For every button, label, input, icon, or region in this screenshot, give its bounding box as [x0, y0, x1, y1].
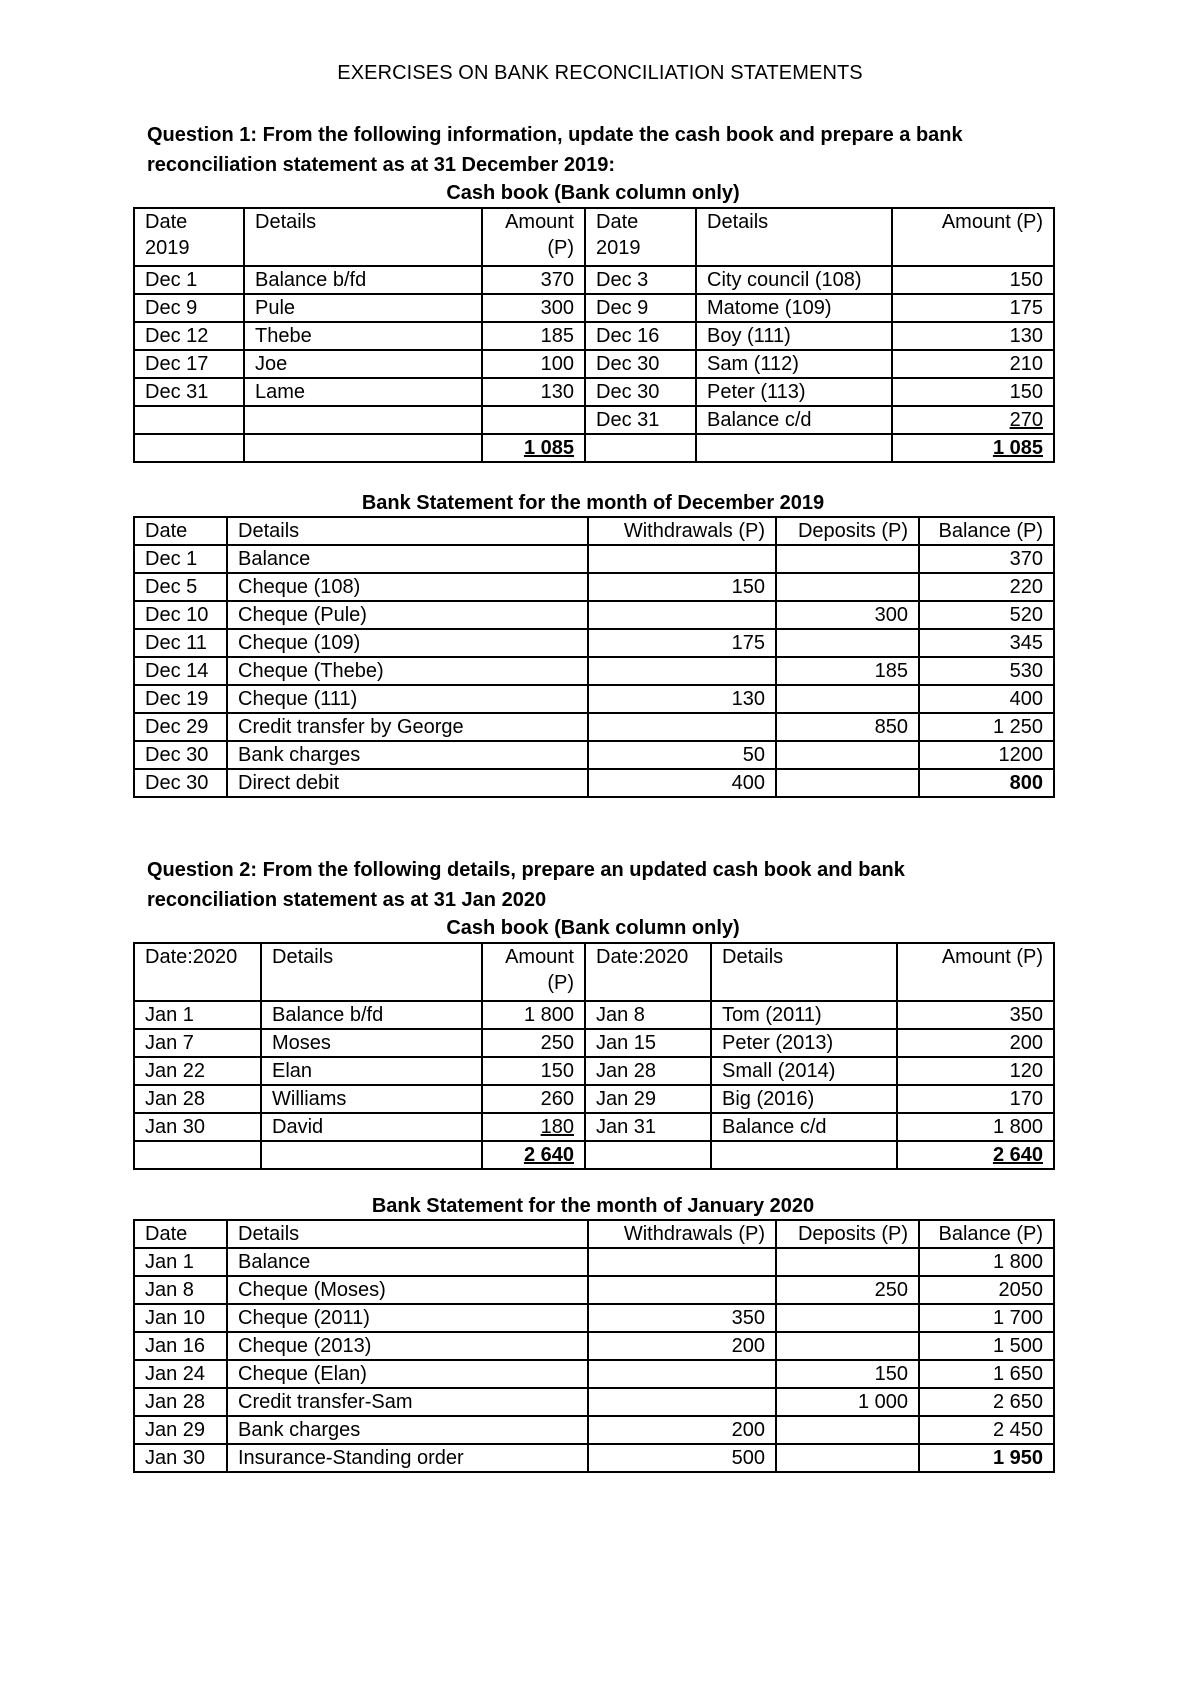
cell-balance: 530 — [919, 657, 1054, 685]
table-row — [134, 1360, 1054, 1388]
table-row — [134, 1304, 1054, 1332]
cell-withdrawals — [588, 545, 776, 573]
cell-date: Jan 28 — [134, 1085, 261, 1113]
cell-date: Jan 30 — [134, 1444, 227, 1472]
cell-withdrawals — [588, 1360, 776, 1388]
header-balance: Balance (P) — [919, 517, 1054, 545]
cell-date: Dec 30 — [134, 769, 227, 797]
cell-date: Dec 11 — [134, 629, 227, 657]
cell-amount: 180 — [482, 1113, 585, 1141]
cell-details: Cheque (Moses) — [227, 1276, 588, 1304]
header-withdrawals: Withdrawals (P) — [588, 1220, 776, 1248]
cell-date: Jan 15 — [585, 1029, 711, 1057]
cell-date — [134, 406, 244, 434]
cell-date: Dec 1 — [134, 266, 244, 294]
cell-balance: 1 700 — [919, 1304, 1054, 1332]
cell-details: Balance c/d — [696, 406, 892, 434]
header-date: Date 2019 — [585, 208, 696, 266]
total-amount: 2 640 — [482, 1141, 585, 1169]
q2-cash-book-table — [133, 942, 1055, 1170]
cell-amount: 175 — [892, 294, 1054, 322]
cell-details: Pule — [244, 294, 482, 322]
cell-withdrawals — [588, 1388, 776, 1416]
cell-details: Joe — [244, 350, 482, 378]
cell-details: Cheque (2011) — [227, 1304, 588, 1332]
table-row — [134, 294, 1054, 322]
cell-date: Dec 14 — [134, 657, 227, 685]
cell-amount: 210 — [892, 350, 1054, 378]
cell-details: Thebe — [244, 322, 482, 350]
cell-amount — [482, 406, 585, 434]
cell-deposits — [776, 741, 919, 769]
cell-deposits — [776, 1444, 919, 1472]
cell-details: Lame — [244, 378, 482, 406]
header-details: Details — [227, 517, 588, 545]
cell-date: Jan 8 — [585, 1001, 711, 1029]
question-1-line-2: reconciliation statement as at 31 December 2019: — [147, 154, 615, 176]
cell-deposits — [776, 1332, 919, 1360]
cell-date: Jan 24 — [134, 1360, 227, 1388]
table-row — [134, 741, 1054, 769]
question-1-line-1: Question 1: From the following information, update the cash book and prepare a bank — [147, 124, 963, 146]
table-row — [134, 657, 1054, 685]
question-2-line-1: Question 2: From the following details, prepare an updated cash book and bank — [147, 859, 905, 881]
cell-amount: 1 800 — [897, 1113, 1054, 1141]
cell-details: Cheque (2013) — [227, 1332, 588, 1360]
cell-details: Tom (2011) — [711, 1001, 897, 1029]
cell-amount: 150 — [892, 378, 1054, 406]
header-date: Date:2020 — [585, 943, 711, 1001]
cell-amount: 200 — [897, 1029, 1054, 1057]
q1-cash-book-table — [133, 207, 1055, 463]
cell-amount: 185 — [482, 322, 585, 350]
cell-withdrawals — [588, 1248, 776, 1276]
cell-amount: 150 — [892, 266, 1054, 294]
cell-details: Balance c/d — [711, 1113, 897, 1141]
header-amount: Amount (P) — [892, 208, 1054, 266]
q1-bank-statement-table — [133, 516, 1055, 798]
cell-withdrawals: 50 — [588, 741, 776, 769]
table-row — [134, 713, 1054, 741]
cell-withdrawals: 200 — [588, 1416, 776, 1444]
cell-withdrawals — [588, 657, 776, 685]
cell-details: Moses — [261, 1029, 482, 1057]
cell-date: Dec 9 — [585, 294, 696, 322]
total-amount: 1 085 — [892, 434, 1054, 462]
cell-date: Dec 30 — [134, 741, 227, 769]
cell-balance: 1 500 — [919, 1332, 1054, 1360]
cell-balance: 2 650 — [919, 1388, 1054, 1416]
cell-details: Big (2016) — [711, 1085, 897, 1113]
header-deposits: Deposits (P) — [776, 517, 919, 545]
cell-details: Balance b/fd — [244, 266, 482, 294]
cell-balance: 1 650 — [919, 1360, 1054, 1388]
header-deposits: Deposits (P) — [776, 1220, 919, 1248]
cell-balance: 800 — [919, 769, 1054, 797]
cell-date: Jan 16 — [134, 1332, 227, 1360]
cell-amount: 130 — [482, 378, 585, 406]
cell-date: Jan 31 — [585, 1113, 711, 1141]
cell-details: Credit transfer-Sam — [227, 1388, 588, 1416]
table-row — [134, 1444, 1054, 1472]
table-header-row — [134, 517, 1054, 545]
empty-cell — [244, 434, 482, 462]
cell-deposits: 250 — [776, 1276, 919, 1304]
cell-date: Dec 16 — [585, 322, 696, 350]
cell-amount: 150 — [482, 1057, 585, 1085]
cell-date: Jan 22 — [134, 1057, 261, 1085]
cell-deposits: 300 — [776, 601, 919, 629]
header-amount: Amount (P) — [897, 943, 1054, 1001]
cell-withdrawals: 130 — [588, 685, 776, 713]
cell-balance: 1 800 — [919, 1248, 1054, 1276]
page-title: EXERCISES ON BANK RECONCILIATION STATEMENTS — [337, 62, 863, 84]
cell-balance: 2050 — [919, 1276, 1054, 1304]
q1-cash-book-caption: Cash book (Bank column only) — [446, 182, 740, 204]
cell-date: Dec 29 — [134, 713, 227, 741]
cell-amount: 300 — [482, 294, 585, 322]
header-amount: Amount (P) — [482, 208, 585, 266]
header-date: Date — [134, 517, 227, 545]
cell-amount: 260 — [482, 1085, 585, 1113]
cell-amount: 350 — [897, 1001, 1054, 1029]
cell-deposits: 150 — [776, 1360, 919, 1388]
table-row — [134, 1416, 1054, 1444]
empty-cell — [134, 1141, 261, 1169]
cell-deposits — [776, 1248, 919, 1276]
header-details: Details — [261, 943, 482, 1001]
table-row — [134, 322, 1054, 350]
cell-details: Bank charges — [227, 1416, 588, 1444]
cell-withdrawals — [588, 713, 776, 741]
cell-deposits — [776, 1416, 919, 1444]
table-row — [134, 406, 1054, 434]
header-withdrawals: Withdrawals (P) — [588, 517, 776, 545]
cell-date: Dec 3 — [585, 266, 696, 294]
cell-date: Dec 10 — [134, 601, 227, 629]
header-balance: Balance (P) — [919, 1220, 1054, 1248]
cell-amount: 170 — [897, 1085, 1054, 1113]
cell-details: Cheque (108) — [227, 573, 588, 601]
table-row — [134, 1248, 1054, 1276]
cell-details: Cheque (Elan) — [227, 1360, 588, 1388]
table-row — [134, 1057, 1054, 1085]
cell-details: Elan — [261, 1057, 482, 1085]
cell-details: Insurance-Standing order — [227, 1444, 588, 1472]
cell-balance: 520 — [919, 601, 1054, 629]
cell-amount: 1 800 — [482, 1001, 585, 1029]
table-total-row — [134, 1141, 1054, 1169]
cell-details: City council (108) — [696, 266, 892, 294]
cell-amount: 100 — [482, 350, 585, 378]
cell-date: Jan 28 — [134, 1388, 227, 1416]
cell-withdrawals — [588, 1276, 776, 1304]
cell-amount: 370 — [482, 266, 585, 294]
cell-balance: 1 950 — [919, 1444, 1054, 1472]
header-date: Date 2019 — [134, 208, 244, 266]
header-date: Date — [134, 1220, 227, 1248]
cell-balance: 400 — [919, 685, 1054, 713]
table-row — [134, 350, 1054, 378]
cell-details: Bank charges — [227, 741, 588, 769]
cell-date: Jan 30 — [134, 1113, 261, 1141]
table-row — [134, 1276, 1054, 1304]
cell-deposits: 850 — [776, 713, 919, 741]
table-row — [134, 1001, 1054, 1029]
q2-bank-statement-table — [133, 1219, 1055, 1473]
table-row — [134, 629, 1054, 657]
cell-date: Dec 5 — [134, 573, 227, 601]
q2-bank-statement-caption: Bank Statement for the month of January 2020 — [371, 1195, 815, 1217]
cell-deposits: 185 — [776, 657, 919, 685]
cell-details: Credit transfer by George — [227, 713, 588, 741]
cell-date: Dec 31 — [585, 406, 696, 434]
header-details: Details — [244, 208, 482, 266]
cell-date: Dec 17 — [134, 350, 244, 378]
cell-withdrawals: 350 — [588, 1304, 776, 1332]
cell-date: Jan 10 — [134, 1304, 227, 1332]
cell-details: Cheque (109) — [227, 629, 588, 657]
cell-date: Jan 1 — [134, 1248, 227, 1276]
cell-deposits: 1 000 — [776, 1388, 919, 1416]
cell-date: Jan 8 — [134, 1276, 227, 1304]
cell-withdrawals: 500 — [588, 1444, 776, 1472]
table-row — [134, 545, 1054, 573]
total-amount: 2 640 — [897, 1141, 1054, 1169]
cell-date: Jan 7 — [134, 1029, 261, 1057]
empty-cell — [585, 434, 696, 462]
q1-bank-statement-caption: Bank Statement for the month of December 2019 — [361, 492, 825, 514]
cell-balance: 1200 — [919, 741, 1054, 769]
cell-date: Dec 19 — [134, 685, 227, 713]
cell-details: Peter (2013) — [711, 1029, 897, 1057]
cell-details — [244, 406, 482, 434]
cell-deposits — [776, 629, 919, 657]
cell-amount: 120 — [897, 1057, 1054, 1085]
cell-details: Balance — [227, 545, 588, 573]
cell-date: Dec 30 — [585, 350, 696, 378]
cell-withdrawals: 200 — [588, 1332, 776, 1360]
table-header-row — [134, 208, 1054, 266]
cell-details: Balance b/fd — [261, 1001, 482, 1029]
empty-cell — [585, 1141, 711, 1169]
cell-balance: 370 — [919, 545, 1054, 573]
table-header-row — [134, 943, 1054, 1001]
cell-date: Jan 28 — [585, 1057, 711, 1085]
cell-withdrawals: 400 — [588, 769, 776, 797]
cell-details: Direct debit — [227, 769, 588, 797]
cell-amount: 130 — [892, 322, 1054, 350]
empty-cell — [261, 1141, 482, 1169]
cell-balance: 345 — [919, 629, 1054, 657]
cell-details: Williams — [261, 1085, 482, 1113]
cell-date: Dec 1 — [134, 545, 227, 573]
empty-cell — [134, 434, 244, 462]
cell-details: Cheque (111) — [227, 685, 588, 713]
total-amount: 1 085 — [482, 434, 585, 462]
cell-details: Boy (111) — [696, 322, 892, 350]
cell-balance: 1 250 — [919, 713, 1054, 741]
cell-details: Small (2014) — [711, 1057, 897, 1085]
question-1-text — [147, 120, 1063, 180]
cell-balance: 2 450 — [919, 1416, 1054, 1444]
header-details: Details — [711, 943, 897, 1001]
cell-details: Cheque (Pule) — [227, 601, 588, 629]
cell-withdrawals: 175 — [588, 629, 776, 657]
cell-deposits — [776, 1304, 919, 1332]
cell-balance: 220 — [919, 573, 1054, 601]
cell-date: Jan 1 — [134, 1001, 261, 1029]
cell-details: Sam (112) — [696, 350, 892, 378]
cell-date: Jan 29 — [134, 1416, 227, 1444]
table-row — [134, 601, 1054, 629]
header-date: Date:2020 — [134, 943, 261, 1001]
table-row — [134, 1029, 1054, 1057]
cell-deposits — [776, 573, 919, 601]
cell-amount: 250 — [482, 1029, 585, 1057]
cell-details: Balance — [227, 1248, 588, 1276]
table-header-row — [134, 1220, 1054, 1248]
table-row — [134, 266, 1054, 294]
cell-deposits — [776, 545, 919, 573]
table-total-row — [134, 434, 1054, 462]
cell-withdrawals — [588, 601, 776, 629]
cell-details: Peter (113) — [696, 378, 892, 406]
empty-cell — [711, 1141, 897, 1169]
table-row — [134, 769, 1054, 797]
table-row — [134, 1113, 1054, 1141]
cell-date: Dec 9 — [134, 294, 244, 322]
cell-date: Jan 29 — [585, 1085, 711, 1113]
table-row — [134, 1332, 1054, 1360]
header-amount: Amount (P) — [482, 943, 585, 1001]
empty-cell — [696, 434, 892, 462]
question-2-text — [147, 855, 1063, 915]
cell-details: David — [261, 1113, 482, 1141]
question-2-line-2: reconciliation statement as at 31 Jan 2020 — [147, 889, 547, 911]
cell-date: Dec 30 — [585, 378, 696, 406]
table-row — [134, 573, 1054, 601]
table-row — [134, 1085, 1054, 1113]
cell-date: Dec 12 — [134, 322, 244, 350]
cell-deposits — [776, 685, 919, 713]
header-details: Details — [696, 208, 892, 266]
cell-date: Dec 31 — [134, 378, 244, 406]
cell-details: Matome (109) — [696, 294, 892, 322]
header-details: Details — [227, 1220, 588, 1248]
q2-cash-book-caption: Cash book (Bank column only) — [446, 917, 740, 939]
cell-amount: 270 — [892, 406, 1054, 434]
cell-details: Cheque (Thebe) — [227, 657, 588, 685]
cell-withdrawals: 150 — [588, 573, 776, 601]
table-row — [134, 378, 1054, 406]
table-row — [134, 1388, 1054, 1416]
table-row — [134, 685, 1054, 713]
cell-deposits — [776, 769, 919, 797]
